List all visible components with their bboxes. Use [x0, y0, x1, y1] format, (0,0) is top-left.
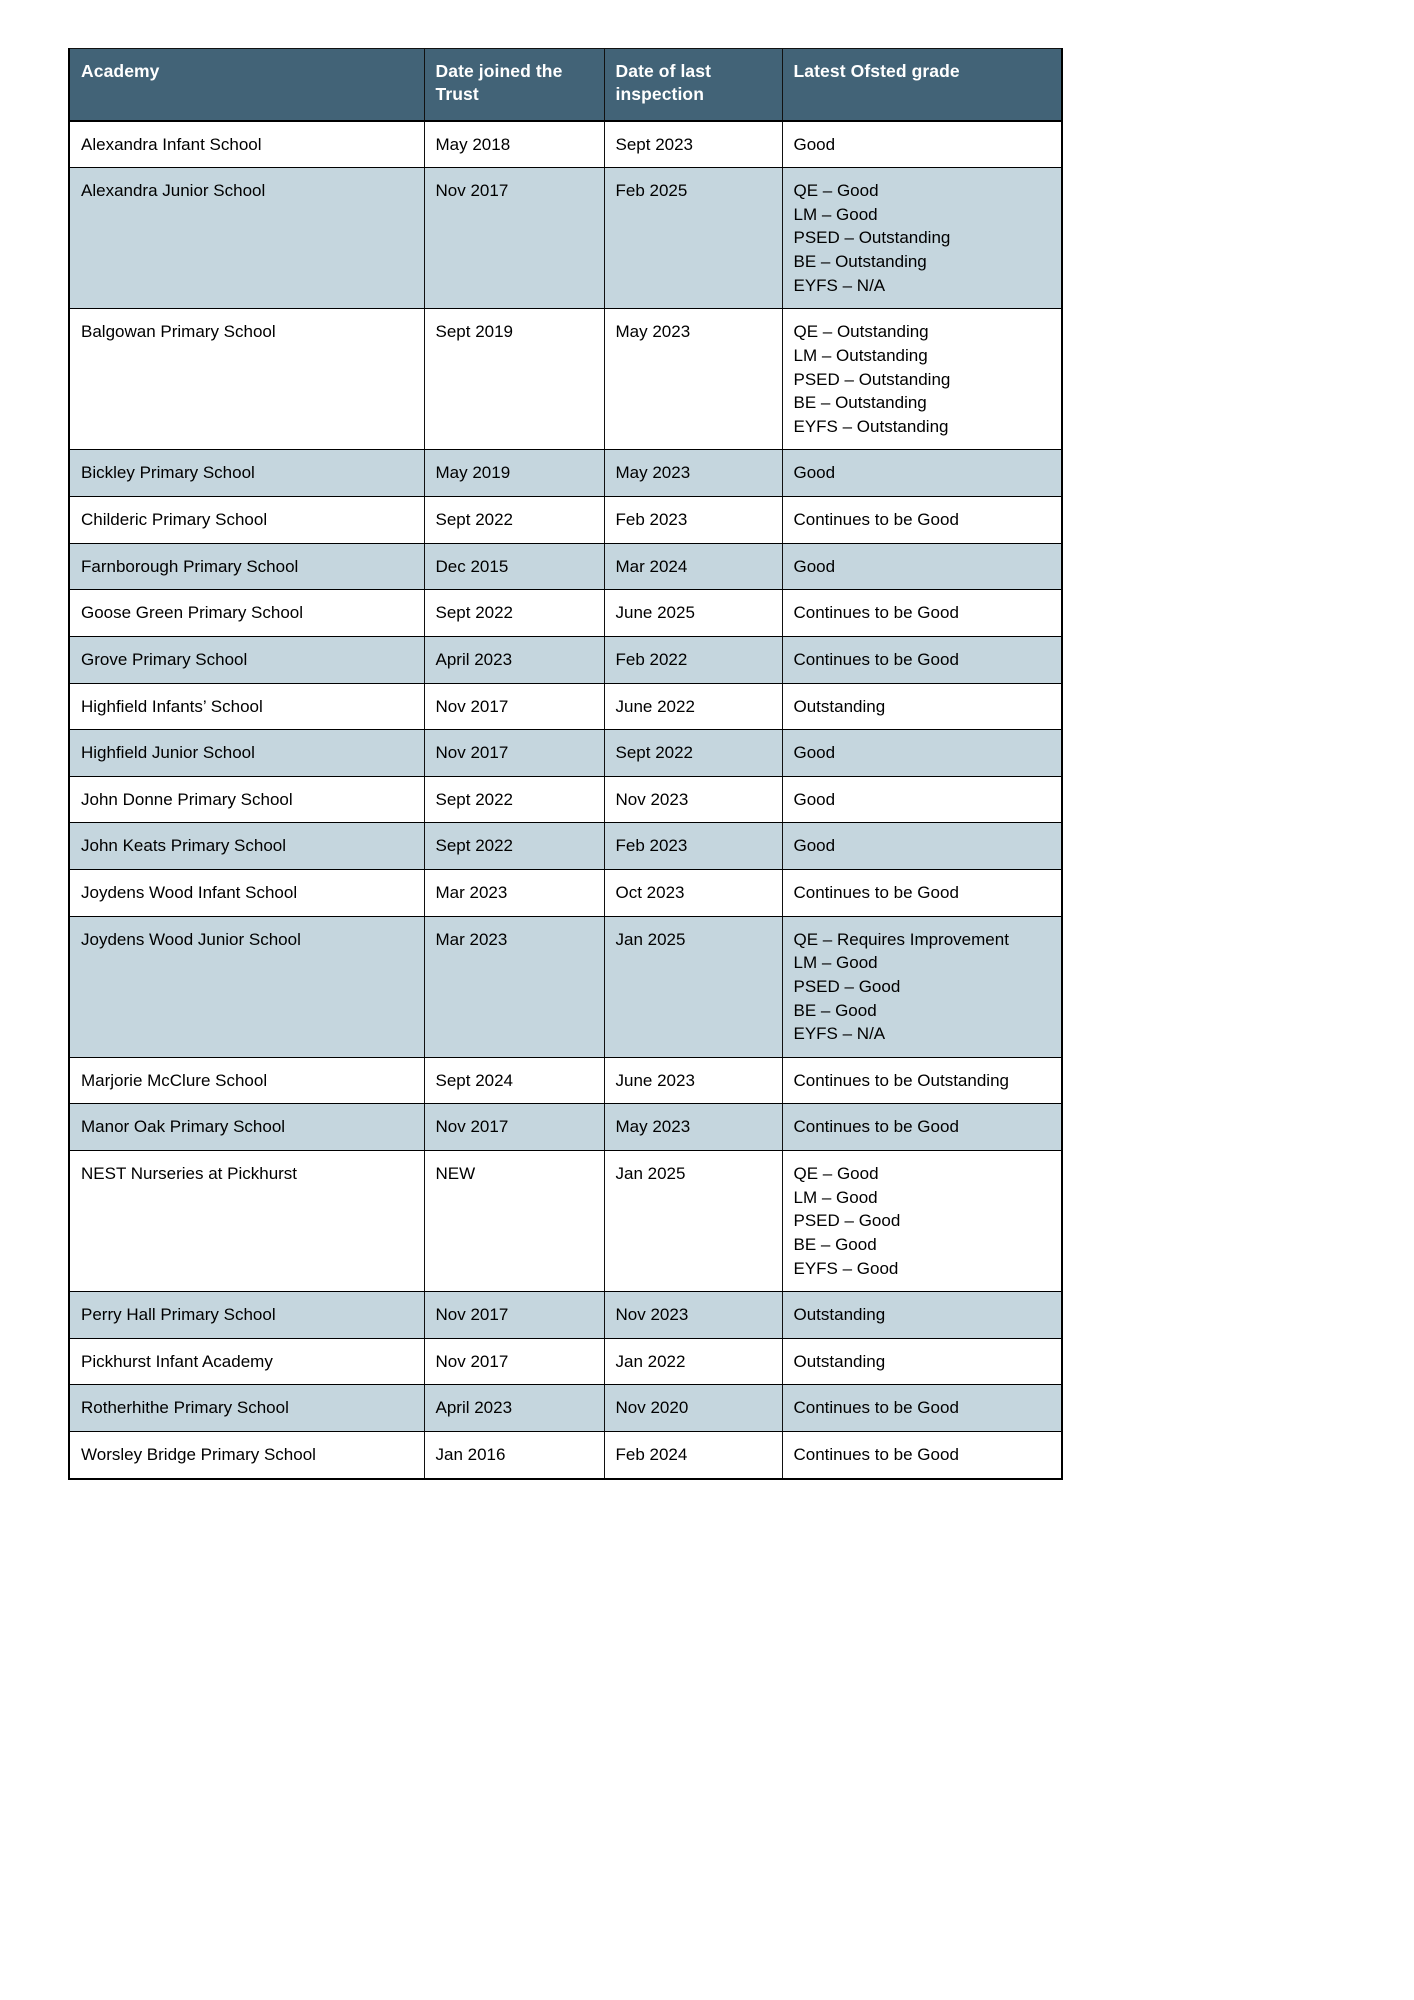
ofsted-grade-line: Outstanding — [793, 1351, 886, 1371]
cell-academy-name — [69, 636, 424, 683]
cell-academy-name-text: NEST Nurseries at Pickhurst — [81, 1164, 298, 1184]
cell-date-joined-text: NEW — [435, 1164, 476, 1184]
cell-date-joined — [424, 1338, 604, 1385]
ofsted-grade-line: QE – Good — [793, 181, 879, 201]
cell-academy-name-text: Manor Oak Primary School — [81, 1117, 286, 1137]
cell-academy-name — [69, 916, 424, 1057]
cell-date-joined-text: Jan 2016 — [435, 1445, 506, 1465]
cell-academy-name — [69, 450, 424, 497]
column-header-last-inspection: Date of last inspection — [604, 49, 782, 121]
cell-last-inspection — [604, 121, 782, 168]
cell-last-inspection-text: Feb 2022 — [615, 649, 688, 669]
cell-last-inspection — [604, 1292, 782, 1339]
cell-last-inspection-text: June 2025 — [615, 603, 695, 623]
ofsted-grade-line: PSED – Outstanding — [793, 228, 951, 248]
ofsted-grade-line: Good — [793, 789, 836, 809]
ofsted-grade-lines — [794, 648, 1052, 672]
ofsted-grade-line: Good — [793, 556, 836, 576]
cell-academy-name — [69, 497, 424, 544]
cell-last-inspection — [604, 1338, 782, 1385]
cell-ofsted-grade — [782, 1292, 1062, 1339]
cell-date-joined — [424, 1292, 604, 1339]
ofsted-grade-lines — [794, 881, 1052, 905]
ofsted-grade-line: Continues to be Good — [793, 1117, 959, 1137]
ofsted-grade-line: Outstanding — [793, 1305, 886, 1325]
table-row — [69, 121, 1062, 168]
cell-last-inspection — [604, 776, 782, 823]
cell-last-inspection-text: Oct 2023 — [615, 883, 685, 903]
ofsted-grade-line: BE – Good — [793, 1000, 877, 1020]
cell-last-inspection — [604, 1104, 782, 1151]
ofsted-grade-lines — [794, 695, 1052, 719]
cell-ofsted-grade — [782, 1151, 1062, 1292]
column-header-academy: Academy — [69, 49, 424, 121]
cell-ofsted-grade — [782, 1057, 1062, 1104]
cell-ofsted-grade — [782, 1338, 1062, 1385]
cell-last-inspection — [604, 683, 782, 730]
cell-last-inspection-text: Nov 2020 — [615, 1398, 689, 1418]
table-row — [69, 730, 1062, 777]
cell-last-inspection — [604, 1151, 782, 1292]
ofsted-grade-line: BE – Outstanding — [793, 393, 927, 413]
table-row — [69, 776, 1062, 823]
ofsted-grade-line: Good — [793, 134, 836, 154]
cell-date-joined-text: Nov 2017 — [435, 181, 509, 201]
ofsted-grade-lines — [794, 601, 1052, 625]
cell-date-joined-text: Nov 2017 — [435, 696, 509, 716]
cell-ofsted-grade — [782, 1104, 1062, 1151]
cell-ofsted-grade — [782, 916, 1062, 1057]
cell-ofsted-grade — [782, 870, 1062, 917]
cell-date-joined-text: Sept 2022 — [435, 836, 514, 856]
cell-date-joined — [424, 309, 604, 450]
ofsted-grade-line: LM – Good — [793, 953, 878, 973]
cell-date-joined-text: Mar 2023 — [435, 883, 508, 903]
cell-date-joined — [424, 1057, 604, 1104]
cell-date-joined — [424, 497, 604, 544]
ofsted-grade-lines — [794, 133, 1052, 157]
cell-academy-name-text: Rotherhithe Primary School — [81, 1398, 289, 1418]
ofsted-grade-line: BE – Outstanding — [793, 252, 927, 272]
ofsted-grade-line: Continues to be Good — [793, 510, 959, 530]
table-row — [69, 1432, 1062, 1479]
cell-last-inspection-text: May 2023 — [615, 1117, 691, 1137]
cell-date-joined-text: Mar 2023 — [435, 929, 508, 949]
academy-ofsted-table — [68, 48, 1063, 1480]
ofsted-grade-line: Continues to be Good — [793, 1445, 959, 1465]
table-row — [69, 916, 1062, 1057]
cell-academy-name-text: Highfield Infants’ School — [81, 696, 263, 716]
cell-academy-name-text: John Donne Primary School — [81, 789, 293, 809]
ofsted-grade-line: QE – Good — [793, 1164, 879, 1184]
cell-last-inspection — [604, 450, 782, 497]
cell-last-inspection — [604, 1057, 782, 1104]
table-row — [69, 590, 1062, 637]
table-row — [69, 1104, 1062, 1151]
ofsted-grade-line: PSED – Good — [793, 1211, 901, 1231]
cell-academy-name-text: Balgowan Primary School — [81, 322, 276, 342]
cell-ofsted-grade — [782, 776, 1062, 823]
ofsted-grade-line: PSED – Good — [793, 976, 901, 996]
cell-last-inspection-text: Feb 2023 — [615, 836, 688, 856]
cell-date-joined-text: Sept 2022 — [435, 789, 514, 809]
cell-date-joined-text: Sept 2019 — [435, 322, 514, 342]
cell-last-inspection-text: Mar 2024 — [615, 556, 688, 576]
ofsted-grade-line: LM – Good — [793, 204, 878, 224]
cell-academy-name-text: Pickhurst Infant Academy — [81, 1351, 273, 1371]
cell-ofsted-grade — [782, 636, 1062, 683]
table-row — [69, 636, 1062, 683]
table-header — [69, 49, 1062, 121]
ofsted-grade-lines — [794, 1069, 1052, 1093]
cell-last-inspection-text: May 2023 — [615, 322, 691, 342]
cell-last-inspection-text: Feb 2025 — [615, 181, 688, 201]
cell-last-inspection — [604, 870, 782, 917]
ofsted-grade-lines — [794, 179, 1052, 297]
cell-academy-name — [69, 1151, 424, 1292]
cell-last-inspection — [604, 1385, 782, 1432]
cell-last-inspection-text: Feb 2023 — [615, 510, 688, 530]
ofsted-grade-lines — [794, 1443, 1052, 1467]
cell-academy-name-text: Joydens Wood Junior School — [81, 929, 301, 949]
cell-date-joined — [424, 683, 604, 730]
ofsted-grade-line: Good — [793, 743, 836, 763]
cell-last-inspection — [604, 590, 782, 637]
ofsted-grade-line: Continues to be Good — [793, 603, 959, 623]
ofsted-grade-lines — [794, 1303, 1052, 1327]
cell-academy-name — [69, 1104, 424, 1151]
ofsted-grade-line: BE – Good — [793, 1234, 877, 1254]
cell-date-joined-text: Sept 2024 — [435, 1070, 514, 1090]
cell-last-inspection-text: Jan 2025 — [615, 929, 686, 949]
table-row — [69, 450, 1062, 497]
cell-academy-name — [69, 1385, 424, 1432]
cell-date-joined — [424, 121, 604, 168]
academy-table-container — [68, 48, 1061, 1480]
cell-academy-name — [69, 1057, 424, 1104]
cell-ofsted-grade — [782, 497, 1062, 544]
cell-ofsted-grade — [782, 1385, 1062, 1432]
table-row — [69, 823, 1062, 870]
ofsted-grade-lines — [794, 1396, 1052, 1420]
cell-last-inspection — [604, 916, 782, 1057]
cell-date-joined — [424, 590, 604, 637]
ofsted-grade-lines — [794, 1115, 1052, 1139]
cell-academy-name — [69, 309, 424, 450]
cell-academy-name — [69, 168, 424, 309]
cell-last-inspection-text: Sept 2022 — [615, 743, 694, 763]
cell-last-inspection-text: June 2022 — [615, 696, 695, 716]
table-row — [69, 870, 1062, 917]
cell-ofsted-grade — [782, 309, 1062, 450]
cell-academy-name-text: Farnborough Primary School — [81, 556, 299, 576]
table-row — [69, 309, 1062, 450]
cell-date-joined — [424, 1104, 604, 1151]
cell-date-joined-text: May 2019 — [435, 463, 511, 483]
cell-academy-name — [69, 1338, 424, 1385]
cell-last-inspection-text: Feb 2024 — [615, 1445, 688, 1465]
ofsted-grade-lines — [794, 508, 1052, 532]
table-row — [69, 683, 1062, 730]
cell-ofsted-grade — [782, 823, 1062, 870]
ofsted-grade-line: Continues to be Good — [793, 883, 959, 903]
cell-academy-name — [69, 1292, 424, 1339]
cell-date-joined — [424, 823, 604, 870]
cell-last-inspection — [604, 1432, 782, 1479]
cell-date-joined — [424, 450, 604, 497]
cell-academy-name-text: Joydens Wood Infant School — [81, 883, 298, 903]
cell-academy-name-text: Perry Hall Primary School — [81, 1305, 276, 1325]
ofsted-grade-line: Continues to be Good — [793, 649, 959, 669]
cell-academy-name-text: Worsley Bridge Primary School — [81, 1445, 316, 1465]
cell-ofsted-grade — [782, 168, 1062, 309]
cell-academy-name — [69, 730, 424, 777]
cell-academy-name — [69, 590, 424, 637]
ofsted-grade-lines — [794, 555, 1052, 579]
cell-date-joined-text: May 2018 — [435, 134, 511, 154]
ofsted-grade-lines — [794, 834, 1052, 858]
ofsted-grade-line: Good — [793, 463, 836, 483]
cell-academy-name-text: Bickley Primary School — [81, 463, 255, 483]
cell-date-joined — [424, 870, 604, 917]
ofsted-grade-line: Outstanding — [793, 696, 886, 716]
table-row — [69, 1057, 1062, 1104]
cell-date-joined-text: Nov 2017 — [435, 743, 509, 763]
cell-ofsted-grade — [782, 730, 1062, 777]
cell-date-joined-text: Dec 2015 — [435, 556, 509, 576]
ofsted-grade-line: PSED – Outstanding — [793, 369, 951, 389]
ofsted-grade-line: EYFS – Good — [793, 1258, 899, 1278]
cell-academy-name-text: John Keats Primary School — [81, 836, 287, 856]
cell-last-inspection-text: Jan 2022 — [615, 1351, 686, 1371]
ofsted-grade-line: Good — [793, 836, 836, 856]
table-row — [69, 1151, 1062, 1292]
table-row — [69, 168, 1062, 309]
cell-date-joined — [424, 776, 604, 823]
cell-ofsted-grade — [782, 450, 1062, 497]
cell-date-joined-text: April 2023 — [435, 1398, 513, 1418]
cell-date-joined-text: Sept 2022 — [435, 603, 514, 623]
cell-academy-name — [69, 776, 424, 823]
cell-date-joined-text: Nov 2017 — [435, 1117, 509, 1137]
ofsted-grade-lines — [794, 741, 1052, 765]
column-header-ofsted-grade: Latest Ofsted grade — [782, 49, 1062, 121]
cell-last-inspection — [604, 543, 782, 590]
cell-last-inspection-text: Jan 2025 — [615, 1164, 686, 1184]
cell-date-joined-text: Nov 2017 — [435, 1305, 509, 1325]
table-row — [69, 1385, 1062, 1432]
ofsted-grade-line: LM – Good — [793, 1187, 878, 1207]
ofsted-grade-line: Continues to be Outstanding — [793, 1070, 1009, 1090]
ofsted-grade-line: Continues to be Good — [793, 1398, 959, 1418]
cell-last-inspection — [604, 636, 782, 683]
cell-ofsted-grade — [782, 590, 1062, 637]
cell-last-inspection — [604, 168, 782, 309]
cell-academy-name-text: Highfield Junior School — [81, 743, 255, 763]
cell-academy-name-text: Alexandra Infant School — [81, 134, 262, 154]
column-header-date-joined: Date joined the Trust — [424, 49, 604, 121]
cell-academy-name — [69, 543, 424, 590]
ofsted-grade-lines — [794, 1350, 1052, 1374]
table-body — [69, 121, 1062, 1479]
cell-academy-name-text: Grove Primary School — [81, 649, 248, 669]
cell-academy-name — [69, 823, 424, 870]
cell-date-joined-text: April 2023 — [435, 649, 513, 669]
cell-academy-name — [69, 870, 424, 917]
cell-date-joined-text: Sept 2022 — [435, 510, 514, 530]
cell-last-inspection-text: Nov 2023 — [615, 789, 689, 809]
ofsted-grade-lines — [794, 928, 1052, 1046]
cell-academy-name — [69, 1432, 424, 1479]
cell-academy-name-text: Goose Green Primary School — [81, 603, 304, 623]
ofsted-grade-lines — [794, 788, 1052, 812]
ofsted-grade-line: EYFS – Outstanding — [793, 416, 949, 436]
ofsted-grade-line: QE – Requires Improvement — [793, 929, 1009, 949]
cell-last-inspection-text: Sept 2023 — [615, 134, 694, 154]
cell-date-joined — [424, 168, 604, 309]
ofsted-grade-line: EYFS – N/A — [793, 1024, 886, 1044]
cell-academy-name-text: Childeric Primary School — [81, 510, 268, 530]
cell-ofsted-grade — [782, 543, 1062, 590]
ofsted-grade-lines — [794, 1162, 1052, 1280]
cell-academy-name-text: Marjorie McClure School — [81, 1070, 268, 1090]
ofsted-grade-line: LM – Outstanding — [793, 345, 928, 365]
cell-last-inspection — [604, 823, 782, 870]
cell-ofsted-grade — [782, 121, 1062, 168]
cell-last-inspection — [604, 730, 782, 777]
cell-date-joined — [424, 1432, 604, 1479]
table-row — [69, 1292, 1062, 1339]
cell-last-inspection-text: May 2023 — [615, 463, 691, 483]
cell-last-inspection-text: June 2023 — [615, 1070, 695, 1090]
cell-date-joined — [424, 636, 604, 683]
cell-date-joined-text: Nov 2017 — [435, 1351, 509, 1371]
cell-academy-name — [69, 683, 424, 730]
cell-date-joined — [424, 1385, 604, 1432]
ofsted-grade-line: EYFS – N/A — [793, 275, 886, 295]
cell-date-joined — [424, 730, 604, 777]
ofsted-grade-lines — [794, 320, 1052, 438]
table-row — [69, 1338, 1062, 1385]
cell-ofsted-grade — [782, 1432, 1062, 1479]
table-row — [69, 497, 1062, 544]
cell-date-joined — [424, 1151, 604, 1292]
ofsted-grade-lines — [794, 461, 1052, 485]
cell-last-inspection — [604, 497, 782, 544]
cell-date-joined — [424, 543, 604, 590]
cell-last-inspection — [604, 309, 782, 450]
cell-last-inspection-text: Nov 2023 — [615, 1305, 689, 1325]
cell-date-joined — [424, 916, 604, 1057]
cell-academy-name-text: Alexandra Junior School — [81, 181, 266, 201]
cell-academy-name — [69, 121, 424, 168]
cell-ofsted-grade — [782, 683, 1062, 730]
ofsted-grade-line: QE – Outstanding — [793, 322, 929, 342]
table-header-row — [69, 49, 1062, 121]
table-row — [69, 543, 1062, 590]
